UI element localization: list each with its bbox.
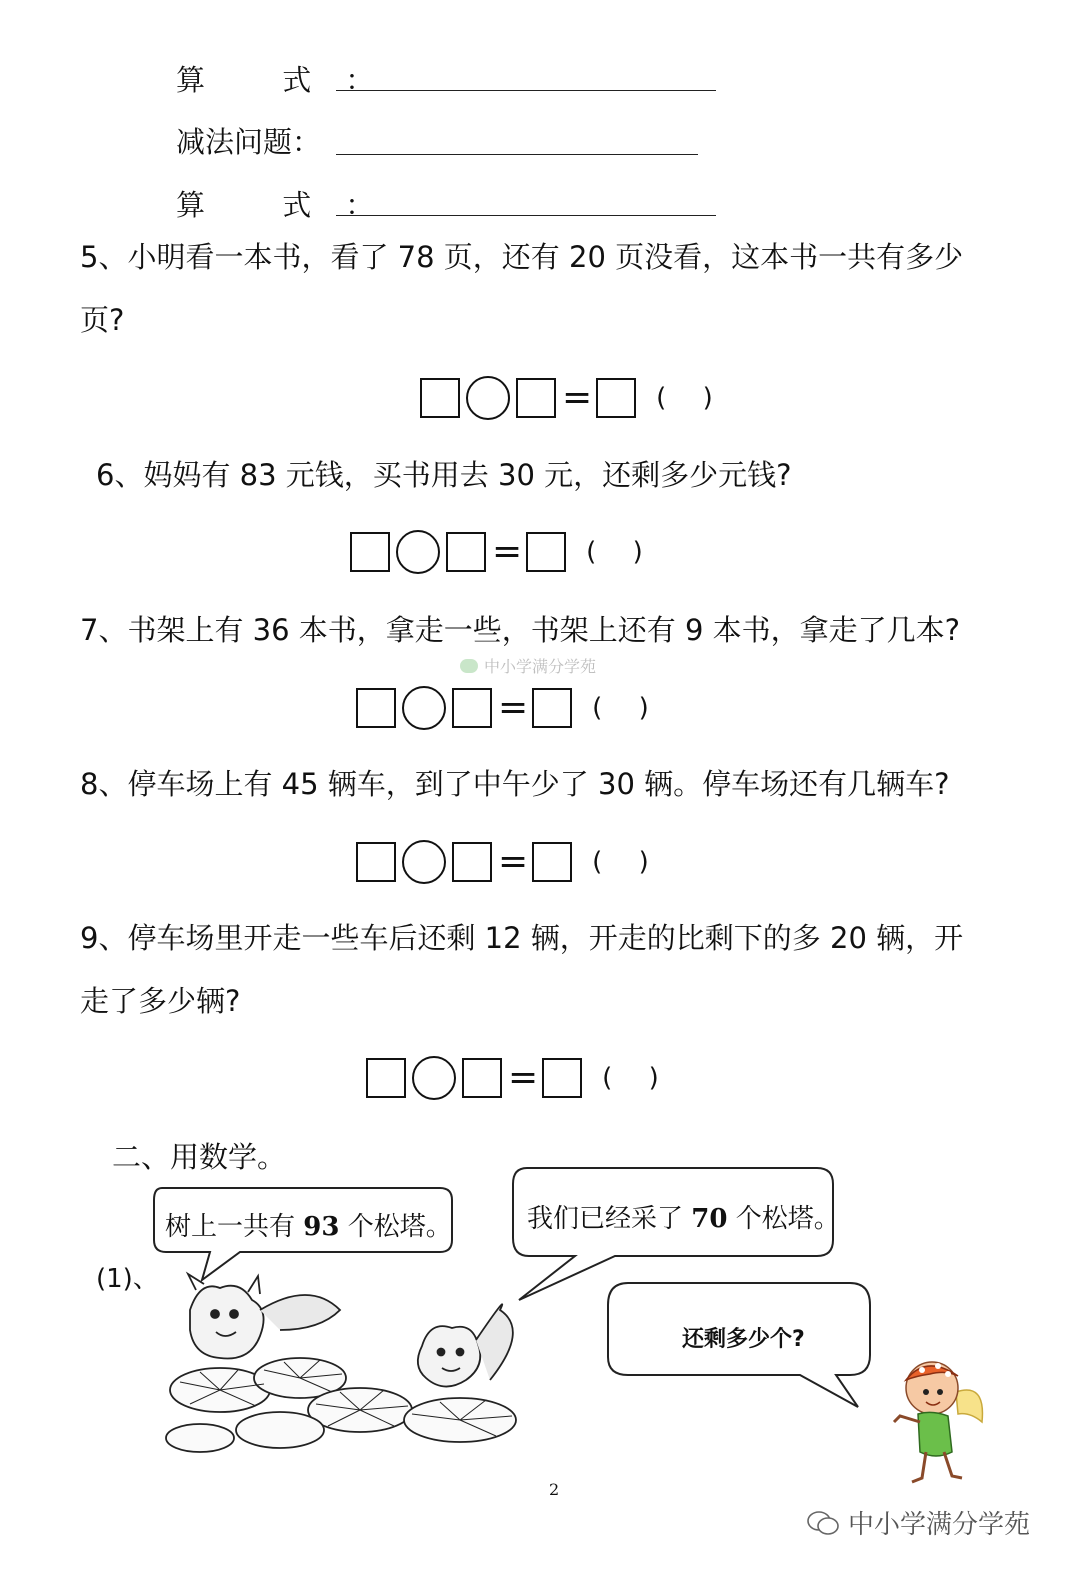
cartoon-child-icon xyxy=(886,1352,996,1492)
equals-sign: = xyxy=(498,841,529,882)
bubble-1-pre: 树上一共有 xyxy=(165,1212,304,1242)
question-9-text-cont: 走了多少辆? xyxy=(80,984,241,1018)
answer-line-subtraction[interactable] xyxy=(336,154,698,155)
answer-box[interactable] xyxy=(366,1058,406,1098)
question-7-text: 7、书架上有 36 本书，拿走一些，书架上还有 9 本书，拿走了几本? xyxy=(80,613,961,647)
equals-sign: = xyxy=(498,687,529,728)
footer-watermark xyxy=(806,1504,1030,1541)
unit-paren[interactable]: ( ) xyxy=(602,1063,673,1093)
answer-box[interactable] xyxy=(446,532,486,572)
speech-bubble-3-text: 还剩多少个? xyxy=(682,1327,805,1352)
formula-q6 xyxy=(350,526,657,578)
wechat-icon xyxy=(806,1510,840,1536)
footer-watermark-text: 中小学满分学苑 xyxy=(848,1510,1031,1540)
question-9-text: 9、停车场里开走一些车后还剩 12 辆，开走的比剩下的多 20 辆，开 xyxy=(80,921,964,955)
bubble-2-pre: 我们已经采了 xyxy=(527,1204,692,1234)
bubble-2-post: 个松塔。 xyxy=(727,1204,840,1234)
answer-line-formula-2[interactable] xyxy=(336,215,716,216)
formula-q9 xyxy=(366,1052,673,1104)
answer-label-subtraction: 减法问题： xyxy=(176,125,322,159)
operator-circle[interactable] xyxy=(466,376,510,420)
question-8-text: 8、停车场上有 45 辆车，到了中午少了 30 辆。停车场还有几辆车? xyxy=(80,767,950,801)
result-box[interactable] xyxy=(526,532,566,572)
answer-label-formula-2: 算 式： xyxy=(176,188,409,222)
page-number: 2 xyxy=(549,1480,560,1499)
result-box[interactable] xyxy=(542,1058,582,1098)
answer-box[interactable] xyxy=(452,842,492,882)
operator-circle[interactable] xyxy=(402,686,446,730)
answer-box[interactable] xyxy=(452,688,492,728)
item-label-1: (1)、 xyxy=(96,1264,159,1294)
bubble-1-post: 个松塔。 xyxy=(339,1212,452,1242)
answer-box[interactable] xyxy=(356,688,396,728)
question-6-text: 6、妈妈有 83 元钱，买书用去 30 元，还剩多少元钱? xyxy=(96,458,792,492)
result-box[interactable] xyxy=(532,842,572,882)
bubble-1-number: 93 xyxy=(303,1212,340,1242)
formula-q5 xyxy=(420,372,727,424)
answer-box[interactable] xyxy=(462,1058,502,1098)
unit-paren[interactable]: ( ) xyxy=(656,383,727,413)
formula-q8 xyxy=(356,836,663,888)
answer-box[interactable] xyxy=(516,378,556,418)
unit-paren[interactable]: ( ) xyxy=(586,537,657,567)
formula-q7 xyxy=(356,682,663,734)
unit-paren[interactable]: ( ) xyxy=(592,847,663,877)
equals-sign: = xyxy=(562,377,593,418)
section-title: 二、用数学。 xyxy=(112,1140,287,1174)
operator-circle[interactable] xyxy=(412,1056,456,1100)
result-box[interactable] xyxy=(532,688,572,728)
answer-label-formula-1: 算 式： xyxy=(176,63,409,97)
answer-box[interactable] xyxy=(350,532,390,572)
answer-line-formula-1[interactable] xyxy=(336,90,716,91)
watermark-mid xyxy=(460,654,596,677)
operator-circle[interactable] xyxy=(402,840,446,884)
unit-paren[interactable]: ( ) xyxy=(592,693,663,723)
answer-box[interactable] xyxy=(356,842,396,882)
wechat-icon xyxy=(460,659,478,673)
result-box[interactable] xyxy=(596,378,636,418)
operator-circle[interactable] xyxy=(396,530,440,574)
equals-sign: = xyxy=(508,1057,539,1098)
answer-box[interactable] xyxy=(420,378,460,418)
squirrels-illustration-icon xyxy=(160,1270,560,1460)
question-5-text: 5、小明看一本书，看了 78 页，还有 20 页没看，这本书一共有多少 xyxy=(80,240,964,274)
bubble-2-number: 70 xyxy=(691,1204,728,1234)
speech-bubble-1-text xyxy=(165,1206,452,1243)
equals-sign: = xyxy=(492,531,523,572)
speech-bubble-2-text xyxy=(527,1198,840,1235)
question-5-text-cont: 页? xyxy=(80,303,125,337)
watermark-mid-text: 中小学满分学苑 xyxy=(484,657,597,676)
